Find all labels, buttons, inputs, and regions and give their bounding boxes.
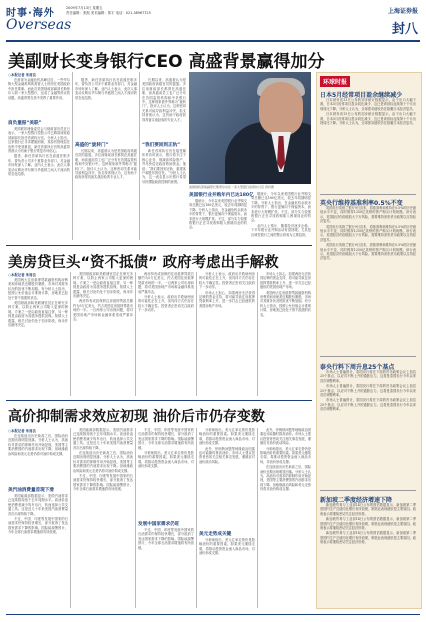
- sidebar-item2-heading: 英央行维持基准利率0.5%不变: [320, 200, 403, 207]
- sidebar-item4-heading: 新加坡二季度经济增速下降: [320, 497, 393, 504]
- top-col3a: 长期以来，高盛被认为是美国政府高级官员的摇篮。多位前财政部长都曾在高盛任职，而高盛前员工也广泛分布在各国监管机构和中央银行中。这种现象被外界称为“旋转门”。批评人士认为，这种密切关系可能导致利益冲突，但支持者则认为，这有助于政府获得具备实战经验的专业人才。: [142, 78, 186, 122]
- sidebar-item1-body: 日本财务省13日公布的初步统计数据显示，由于出口大幅下滑，日本5月经常项目盈余同比减少，这已是该指标连续第十个月出现同比下降。分析人士认为，全球需求疲软仍在拖累日本经济复苏。 日本财务省13日公布的初步统计数据显示，由于出口大幅下滑，日本5月经常项目盈余同比减少，这已是该指标连续第十个月出现同比下降。分析人士认为，全球需求疲软仍在拖累日本经济复苏。: [320, 98, 416, 126]
- bottom-col4b: 分析师指出，美元汇率走势仍是影响油价的重要因素。如果美元继续走弱，将推动投资资金流入商品市场，对油价形成支撑。: [199, 538, 255, 556]
- top-byline: ○本报记者 朱周良: [8, 73, 36, 77]
- top-photo: [189, 72, 311, 184]
- sidebar-item3-heading: 泰央行料下周升息25个基点: [320, 364, 395, 371]
- top-col2a: 据悉，新任首席执行官在高盛任职多年，曾负责公司多个重要业务部门，对金融市场有深入了解。业内人士表示，此次人事变动反映出华尔街与华盛顿之间人才流动的常态化趋势。: [75, 78, 137, 100]
- bottom-col2: 美国能源部数据显示，美国汽油需求已连续数周低于去年同期水平。高油价迫使消费者减少驾车出行，转而选择公共交通工具。这是近几十年来美国汽油消费量首次出现持续下降。 在连续创出历史新高之后，国际油价近期出现明显回落。分析人士认为，高油价对需求的抑制作用开始显现，美国等主要消费国的汽油需求出现下降。但地缘政治风险和美元走势仍将对油价构成支撑。 不过，中国、印度等发展中国家的石油需求仍保持较快增长，部分抵消了发达国家需求下降的影响。国际能源署预计，今年全球石油需求增速将有所放缓。: [73, 428, 133, 492]
- bottom-col1a: 在连续创出历史新高之后，国际油价近期出现明显回落。分析人士认为，高油价对需求的抑制作用开始显现，美国等主要消费国的汽油需求出现下降。但地缘政治风险和美元走势仍将对油价构成支撑。: [8, 434, 68, 456]
- top-col1: 美国联邦储备委员会与财政部官员近日表示，一家大型银行控股公司已聘请前财政部副部长担任首席执行官。分析人士指出，这家银行正寻求摆脱困境，其原有管理层在危机中受到重创，新任首席执行官的高盛背景被认为有助于银行恢复市场信心。 据悉，新任首席执行官在高盛任职多年，曾负责公司多个重要业务部门，对金融市场有深入了解。业内人士表示，此次人事变动反映出华尔街与华盛顿之间人才流动的常态化趋势。: [8, 127, 70, 177]
- top-sub3: “我们要回到正轨”: [142, 143, 181, 148]
- sidebar-item1-heading: 日本5月经常项目盈余继续减少: [320, 92, 403, 99]
- top-col5: 据统计，今年以来美国银行业并购交易总额已达180亿美元，较去年同期明显下降。分析人士指出，在金融危机余波未平的背景下，银行更倾向于保留资本，而非进行大规模扩张。不过，部分实力较强的银行正在寻找收购陷入困境同业的机会。 业内人士预计，随着经济逐步企稳，下半年银行业并购活动有望回暖，尤其是区域性银行之间的整合将成为主要趋势。: [251, 192, 311, 237]
- bottom-col4a: 分析师指出，美元汇率走势仍是影响油价的重要因素。如果美元继续走弱，将推动投资资金流入商品市场，对油价形成支撑。 此外，伊朗核问题等地缘政治因素也可能随时推高油价。市场人士建议投资者密切关注相关事态发展，谨慎应对油价波动风险。: [199, 428, 255, 464]
- masthead-info: 2009年7月13日 星期五 责任编辑：张熙 美术编辑：郭宇 电话：021-38967725: [66, 6, 151, 15]
- mid-col2: 美国财政部和美联储官员正在研究多种方案，以防止两家公司陷入更深的困境。方案之一是由政府直接注资，另一种则是由政府为其债务提供担保。知情人士透露，相关讨论仍处于初步阶段，尚未作出最终决定。 两房持有或担保的住房抵押贷款总额约为5万亿美元，约占美国住房抵押贷款市场的一半。一旦两家公司出现问题，将对美国房地产市场和金融体系造成严重冲击。: [73, 272, 133, 322]
- bottom-col5: 此外，伊朗核问题等地缘政治因素也可能随时推高油价。市场人士建议投资者密切关注相关事态发展，谨慎应对油价波动风险。 分析师指出，美元汇率走势仍是影响油价的重要因素。如果美元继续走弱，将推动投资资金流入商品市场，对油价形成支撑。 在连续创出历史新高之后，国际油价近期出现明显回落。分析人士认为，高油价对需求的抑制作用开始显现，美国等主要消费国的汽油需求出现下降。但地缘政治风险和美元走势仍将对油价构成支撑。: [260, 428, 311, 492]
- mid-col4: 分析人士表示，政府出手救助两房的可能性正在上升，但具体方式仍存在较大不确定性。投资者正密切关注政府下一步动作。 市场人士担心，如果两房无法获得足够的资金支持，将可能导致住房抵押贷款利率上升，进一步打击已经疲软的美国房地产市场。: [199, 272, 255, 308]
- bottom-col1b: 美国能源部数据显示，美国汽油需求已连续数周低于去年同期水平。高油价迫使消费者减少驾车出行，转而选择公共交通工具。这是近几十年来美国汽油消费量首次出现持续下降。 不过，中国、印度等发展中国家的石油需求仍保持较快增长，部分抵消了发达国家需求下降的影响。国际能源署预计，今年全球石油需求增速将有所放缓。: [8, 494, 68, 535]
- section-name: 时事·海外: [6, 8, 55, 19]
- mid-col3: 两房持有或担保的住房抵押贷款总额约为5万亿美元，约占美国住房抵押贷款市场的一半。一旦两家公司出现问题，将对美国房地产市场和金融体系造成严重冲击。 分析人士表示，政府出手救助两房的可能性正在上升，但具体方式仍存在较大不确定性。投资者正密切关注政府下一步动作。: [138, 272, 194, 313]
- bottom-col3a: 不过，中国、印度等发展中国家的石油需求仍保持较快增长，部分抵消了发达国家需求下降的影响。国际能源署预计，今年全球石油需求增速将有所放缓。 分析师指出，美元汇率走势仍是影响油价的重要因素。如果美元继续走弱，将推动投资资金流入商品市场，对油价形成支撑。: [138, 428, 194, 469]
- top-sub1: 肩负重振“美联”: [8, 121, 42, 126]
- mid-headline: 美房贷巨头“资不抵债” 政府考虑出手解救: [8, 255, 279, 271]
- person-face: [259, 82, 303, 136]
- bottom-sub1: 美汽油消费量首现下滑: [8, 488, 54, 493]
- sidebar-item2-body: 英国央行英格兰银行9日宣布，将基准利率维持在0.5%的历史最低水平不变，同时维持1250亿英镑的资产购买计划规模。该行表示，英国经济仍面临较大下行风险，需要维持宽松货币政策以支持经济复苏。 英国央行英格兰银行9日宣布，将基准利率维持在0.5%的历史最低水平不变，同时维持1250亿英镑的资产购买计划规模。该行表示，英国经济仍面临较大下行风险，需要维持宽松货币政策以支持经济复苏。 英国央行英格兰银行9日宣布，将基准利率维持在0.5%的历史最低水平不变，同时维持1250亿英镑的资产购买计划规模。该行表示，英国经济仍面临较大下行风险，需要维持宽松货币政策以支持经济复苏。: [320, 206, 416, 261]
- bottom-byline: ○本报记者 朱周良: [8, 429, 36, 433]
- mid-col5: 市场人士担心，如果两房无法获得足够的资金支持，将可能导致住房抵押贷款利率上升，进一步打击已经疲软的美国房地产市场。 美国两大住房抵押贷款融资机构房利美和房地美近期股价暴跌，市场对其财务状况的担忧不断加剧。有分析人士指出，按照公允价值会计准则计算，房地美已经处于资不抵债的状态。: [260, 272, 311, 317]
- sidebar-item4-body: 新加坡贸易与工业部14日公布的预估数据显示，新加坡第二季度国内生产总值同比增长有所放缓，制造业表现疲软是主要原因。政府表示将继续密切关注经济形势。 新加坡贸易与工业部14日公布的预估数据显示，新加坡第二季度国内生产总值同比增长有所放缓，制造业表现疲软是主要原因。政府表示将继续密切关注经济形势。 新加坡贸易与工业部14日公布的预估数据显示，新加坡第二季度国内生产总值同比增长有所放缓，制造业表现疲软是主要原因。政府表示将继续密切关注经济形势。: [320, 503, 416, 545]
- top-headline: 美副财长变身银行CEO 高盛背景赢得加分: [8, 52, 325, 72]
- bottom-col3b: 不过，中国、印度等发展中国家的石油需求仍保持较快增长，部分抵消了发达国家需求下降的影响。国际能源署预计，今年全球石油需求增速将有所放缓。: [138, 528, 194, 550]
- bottom-headline: 高价抑制需求效应初现 油价后市仍存变数: [8, 409, 265, 425]
- bottom-sub2: 发展中国家需求仍旺: [138, 522, 180, 527]
- top-sub4: 美国银行业并购年内已达180亿: [189, 193, 254, 198]
- top-lead: 在被视为金融危机高峰过后，一些华尔街大型金融机构的高管人士纷纷在美国政府中担任要职。而此次美国财政部副部长斯蒂尔入职一家大型银行，也成了金融界热议的话题。高盛背景在其中发挥了重要作用。: [8, 78, 70, 100]
- sidebar-tag: 环球时报: [320, 76, 350, 87]
- top-col4: 据统计，今年以来美国银行业并购交易总额已达180亿美元，较去年同期明显下降。分析人士指出，在金融危机余波未平的背景下，银行更倾向于保留资本，而非进行大规模扩张。不过，部分实力较强的银行正在寻找收购陷入困境同业的机会。: [189, 199, 247, 230]
- top-col2b: 长期以来，高盛被认为是美国政府高级官员的摇篮。多位前财政部长都曾在高盛任职，而高盛前员工也广泛分布在各国监管机构和中央银行中。这种现象被外界称为“旋转门”。批评人士认为，这种密切关系可能导致利益冲突，但支持者则认为，这有助于政府获得具备实战经验的专业人才。: [75, 149, 137, 180]
- mid-byline: ○本报记者 朱周良: [8, 273, 36, 277]
- bottom-sub3: 美元走势成关键: [199, 532, 232, 537]
- section-name-en: Overseas: [6, 17, 72, 33]
- top-col3b: 新任首席执行官在接受媒体采访时表示，银行将专注于核心业务，削减高风险资产，并尽快偿还政府救助资金。他说：“我们要回到正轨，重建客户和股东的信任。”分析人士认为，这一表态显示出银行希望尽快摆脱政府控制的意图。: [142, 149, 186, 184]
- masthead: [6, 4, 420, 38]
- page-number: 封八: [391, 22, 418, 37]
- photo-caption: 美国财政部前副部长斯蒂尔出任一家大型银行首席执行官 资料图: [189, 185, 274, 189]
- top-sub2: 高盛的“旋转门”: [75, 143, 109, 148]
- mid-col1: 美国两大住房抵押贷款融资机构房利美和房地美近期股价暴跌，市场对其财务状况的担忧不断加剧。有分析人士指出，按照公允价值会计准则计算，房地美已经处于资不抵债的状态。 美国财政部和美联储官员正在研究多种方案，以防止两家公司陷入更深的困境。方案之一是由政府直接注资，另一种则是由政府为其债务提供担保。知情人士透露，相关讨论仍处于初步阶段，尚未作出最终决定。: [8, 278, 68, 328]
- paper-name: 上海证券报: [387, 8, 418, 15]
- masthead-rule: [6, 40, 420, 42]
- sidebar-item3-body: 市场人士普遍预计，泰国央行将在下周的货币政策会议上加息25个基点，以应对不断上升的通胀压力。这将是泰国央行今年以来首次调整利率。 市场人士普遍预计，泰国央行将在下周的货币政策会议上加息25个基点，以应对不断上升的通胀压力。这将是泰国央行今年以来首次调整利率。 市场人士普遍预计，泰国央行将在下周的货币政策会议上加息25个基点，以应对不断上升的通胀压力。这将是泰国央行今年以来首次调整利率。: [320, 370, 416, 412]
